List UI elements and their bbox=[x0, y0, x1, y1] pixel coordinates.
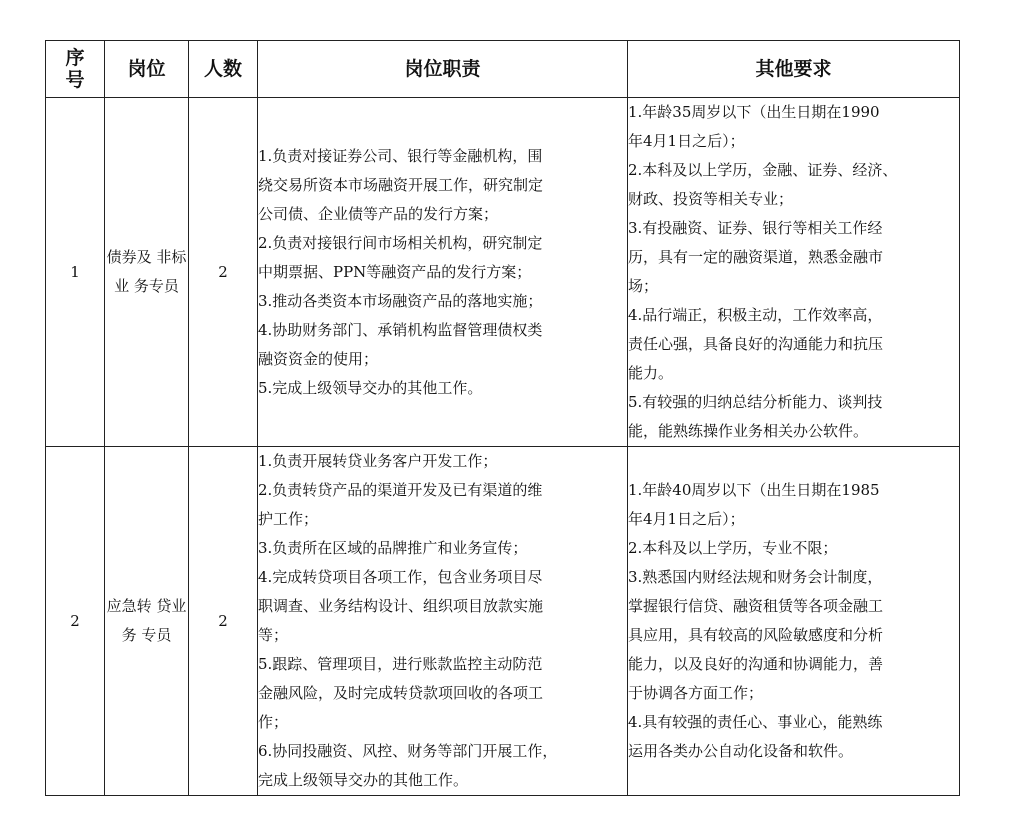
table-row bbox=[46, 98, 960, 447]
duty-line: 3.负责所在区域的品牌推广和业务宣传； bbox=[258, 539, 528, 557]
requirement-line: 运用各类办公自动化设备和软件。 bbox=[628, 742, 854, 760]
requirement-line: 1.年龄40周岁以下（出生日期在1985 bbox=[628, 481, 880, 499]
header-position: 岗位 bbox=[105, 41, 189, 98]
requirement-line: 3.熟悉国内财经法规和财务会计制度， bbox=[628, 568, 883, 586]
header-row bbox=[46, 41, 960, 98]
row-seq: 2 bbox=[46, 447, 105, 796]
row-count: 2 bbox=[189, 447, 258, 796]
duty-line: 2.负责对接银行间市场相关机构，研究制定 bbox=[258, 233, 543, 252]
duty-line: 公司债、企业债等产品的发行方案； bbox=[258, 204, 499, 223]
header-duties: 岗位职责 bbox=[258, 41, 628, 98]
row-duties bbox=[258, 98, 628, 447]
position-line: 应急转 bbox=[106, 597, 152, 615]
row-duties bbox=[258, 447, 628, 796]
requirement-line: 能，能熟练操作业务相关办公软件。 bbox=[628, 422, 869, 440]
duty-line: 完成上级领导交办的其他工作。 bbox=[258, 771, 469, 789]
requirement-line: 2.本科及以上学历，专业不限； bbox=[628, 539, 838, 557]
row-count: 2 bbox=[189, 98, 258, 447]
duty-line: 3.推动各类资本市场融资产品的落地实施； bbox=[258, 291, 543, 310]
position-line: 务专员 bbox=[133, 277, 179, 295]
header-seq-line1: 序 bbox=[65, 47, 85, 69]
requirement-line: 于协调各方面工作； bbox=[628, 684, 764, 702]
requirement-line: 4.具有较强的责任心、事业心，能熟练 bbox=[628, 713, 883, 731]
position-line: 贷业务 bbox=[121, 597, 187, 644]
duty-line: 作； bbox=[258, 713, 289, 731]
requirement-line: 场； bbox=[628, 277, 659, 295]
duty-line: 1.负责对接证券公司、银行等金融机构，围 bbox=[258, 146, 543, 165]
duty-line: 4.完成转贷项目各项工作，包含业务项目尽 bbox=[258, 568, 543, 586]
requirement-line: 掌握银行信贷、融资租赁等各项金融工 bbox=[628, 597, 884, 615]
table-row bbox=[46, 447, 960, 796]
requirement-line: 能力。 bbox=[628, 364, 674, 382]
duty-line: 中期票据、PPN等融资产品的发行方案； bbox=[258, 262, 532, 281]
duty-line: 绕交易所资本市场融资开展工作，研究制定 bbox=[258, 175, 544, 194]
requirement-line: 责任心强，具备良好的沟通能力和抗压 bbox=[628, 335, 884, 353]
header-requirements: 其他要求 bbox=[628, 41, 960, 98]
row-requirements bbox=[628, 447, 960, 796]
requirement-line: 能力，以及良好的沟通和协调能力，善 bbox=[628, 655, 884, 673]
duty-line: 5.跟踪、管理项目，进行账款监控主动防范 bbox=[258, 655, 543, 673]
header-count: 人数 bbox=[189, 41, 258, 98]
duty-line: 护工作； bbox=[258, 510, 319, 528]
duty-line: 融资资金的使用； bbox=[258, 349, 379, 368]
duty-line: 等； bbox=[258, 626, 289, 644]
requirement-line: 财政、投资等相关专业； bbox=[628, 190, 794, 208]
requirement-line: 具应用，具有较高的风险敏感度和分析 bbox=[628, 626, 884, 644]
position-line: 非标业 bbox=[114, 248, 187, 295]
header-seq-line2: 号 bbox=[65, 69, 85, 91]
requirement-line: 5.有较强的归纳总结分析能力、谈判技 bbox=[628, 393, 883, 411]
job-table bbox=[45, 40, 960, 796]
duty-line: 金融风险，及时完成转贷款项回收的各项工 bbox=[258, 684, 544, 702]
requirement-line: 3.有投融资、证券、银行等相关工作经 bbox=[628, 219, 883, 237]
requirement-line: 年4月1日之后）； bbox=[628, 132, 745, 150]
duty-line: 6.协同投融资、风控、财务等部门开展工作， bbox=[258, 742, 558, 760]
row-position bbox=[105, 447, 189, 796]
duty-line: 4.协助财务部门、承销机构监督管理债权类 bbox=[258, 320, 543, 339]
row-seq: 1 bbox=[46, 98, 105, 447]
position-line: 专员 bbox=[141, 626, 172, 644]
row-requirements bbox=[628, 98, 960, 447]
requirement-line: 年4月1日之后）； bbox=[628, 510, 745, 528]
header-seq bbox=[46, 41, 105, 98]
duty-line: 2.负责转贷产品的渠道开发及已有渠道的维 bbox=[258, 481, 543, 499]
requirement-line: 历，具有一定的融资渠道，熟悉金融市 bbox=[628, 248, 884, 266]
requirement-line: 1.年龄35周岁以下（出生日期在1990 bbox=[628, 103, 880, 121]
duty-line: 5.完成上级领导交办的其他工作。 bbox=[258, 378, 483, 397]
duty-line: 1.负责开展转贷业务客户开发工作； bbox=[258, 452, 498, 470]
requirement-line: 2.本科及以上学历，金融、证券、经济、 bbox=[628, 161, 898, 179]
requirement-line: 4.品行端正，积极主动，工作效率高， bbox=[628, 306, 883, 324]
position-line: 债券及 bbox=[106, 248, 152, 266]
duty-line: 职调查、业务结构设计、组织项目放款实施 bbox=[258, 597, 544, 615]
row-position bbox=[105, 98, 189, 447]
